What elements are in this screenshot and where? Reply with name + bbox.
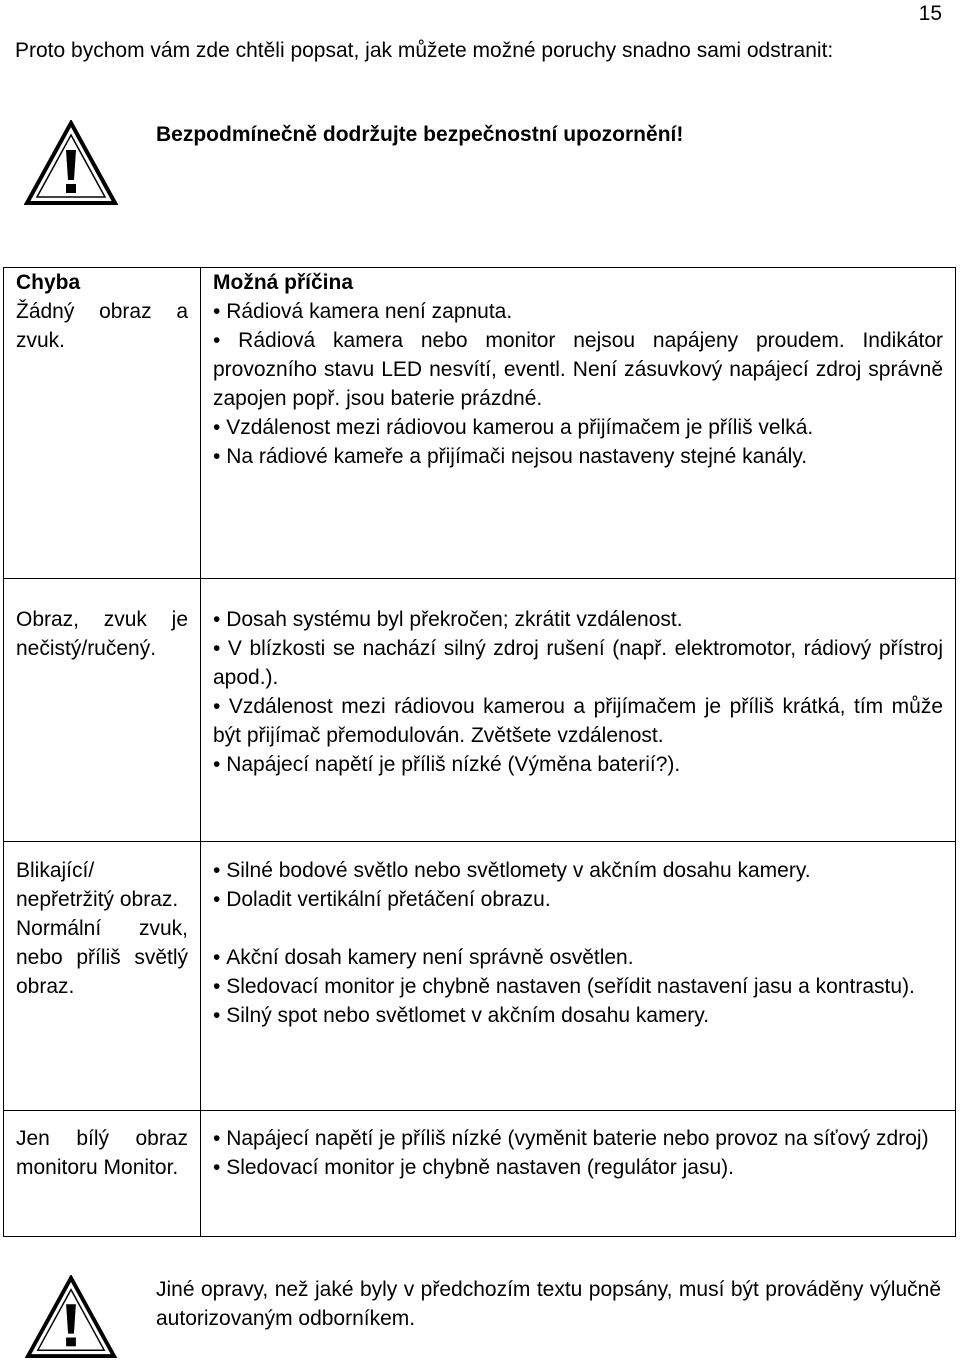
cause-item: • Silný spot nebo světlomet v akčním dosahu kamery. xyxy=(213,1001,943,1030)
safety-notice xyxy=(24,120,944,210)
repair-notice-text: Jiné opravy, než jaké byly v předchozím textu popsány, musí být prováděny výlučně autorizovaným odborníkem. xyxy=(156,1278,941,1330)
fault-text: Normální zvuk, nebo příliš světlý obraz. xyxy=(16,917,188,998)
fault-text: Jen bílý obraz monitoru Monitor. xyxy=(16,1127,188,1179)
table-row xyxy=(4,842,956,1111)
cause-item: • Napájecí napětí je příliš nízké (vyměnit baterie nebo provoz na síťový zdroj) xyxy=(213,1124,943,1153)
cause-item: • Vzdálenost mezi rádiovou kamerou a přijímačem je příliš velká. xyxy=(213,413,943,442)
fault-text: Žádný obraz a zvuk. xyxy=(16,300,188,352)
fault-cell xyxy=(4,1111,201,1237)
cause-header: Možná příčina xyxy=(213,271,354,294)
cause-cell xyxy=(201,579,956,842)
cause-cell xyxy=(201,1111,956,1237)
table-row xyxy=(4,268,956,579)
warning-triangle-icon xyxy=(24,1275,118,1359)
intro-paragraph: Proto bychom vám zde chtěli popsat, jak můžete možné poruchy snadno sami odstranit: xyxy=(15,39,834,62)
safety-notice-title: Bezpodmínečně dodržujte bezpečnostní upozornění! xyxy=(156,123,684,146)
cause-item: • Rádiová kamera nebo monitor nejsou napájeny proudem. Indikátor provozního stavu LED nesvítí, eventl. Není zásuvkový napájecí zdroj správně zapojen popř. jsou baterie prázdné. xyxy=(213,326,943,413)
cause-item: • Rádiová kamera není zapnuta. xyxy=(213,297,943,326)
fault-text: Obraz, zvuk je nečistý/ručený. xyxy=(16,608,188,660)
table-row xyxy=(4,1111,956,1237)
cause-item: • Sledovací monitor je chybně nastaven (regulátor jasu). xyxy=(213,1153,943,1182)
table-row xyxy=(4,579,956,842)
troubleshooting-table xyxy=(3,267,956,1237)
repair-notice xyxy=(24,1275,944,1361)
fault-cell xyxy=(4,842,201,1111)
fault-header: Chyba xyxy=(16,271,81,294)
fault-cell xyxy=(4,579,201,842)
cause-item: • Dosah systému byl překročen; zkrátit vzdálenost. xyxy=(213,605,943,634)
cause-item: • Napájecí napětí je příliš nízké (Výměna baterií?). xyxy=(213,750,943,779)
cause-cell xyxy=(201,268,956,579)
cause-cell xyxy=(201,842,956,1111)
cause-item: • Na rádiové kameře a přijímači nejsou nastaveny stejné kanály. xyxy=(213,442,943,471)
cause-item: • Doladit vertikální přetáčení obrazu. xyxy=(213,885,943,914)
cause-item: • Akční dosah kamery není správně osvětlen. xyxy=(213,943,943,972)
fault-cell xyxy=(4,268,201,579)
fault-text: Blikající/ nepřetržitý obraz. xyxy=(16,859,179,911)
cause-item: • Vzdálenost mezi rádiovou kamerou a přijímačem je příliš krátká, tím může být přijímač přemodulován. Zvětšete vzdálenost. xyxy=(213,692,943,750)
cause-item: • Silné bodové světlo nebo světlomety v akčním dosahu kamery. xyxy=(213,856,943,885)
page-number: 15 xyxy=(918,2,942,25)
cause-item: • Sledovací monitor je chybně nastaven (seřídit nastavení jasu a kontrastu). xyxy=(213,972,943,1001)
cause-item: • V blízkosti se nachází silný zdroj rušení (např. elektromotor, rádiový přístroj apod.). xyxy=(213,634,943,692)
warning-triangle-icon xyxy=(24,120,118,206)
